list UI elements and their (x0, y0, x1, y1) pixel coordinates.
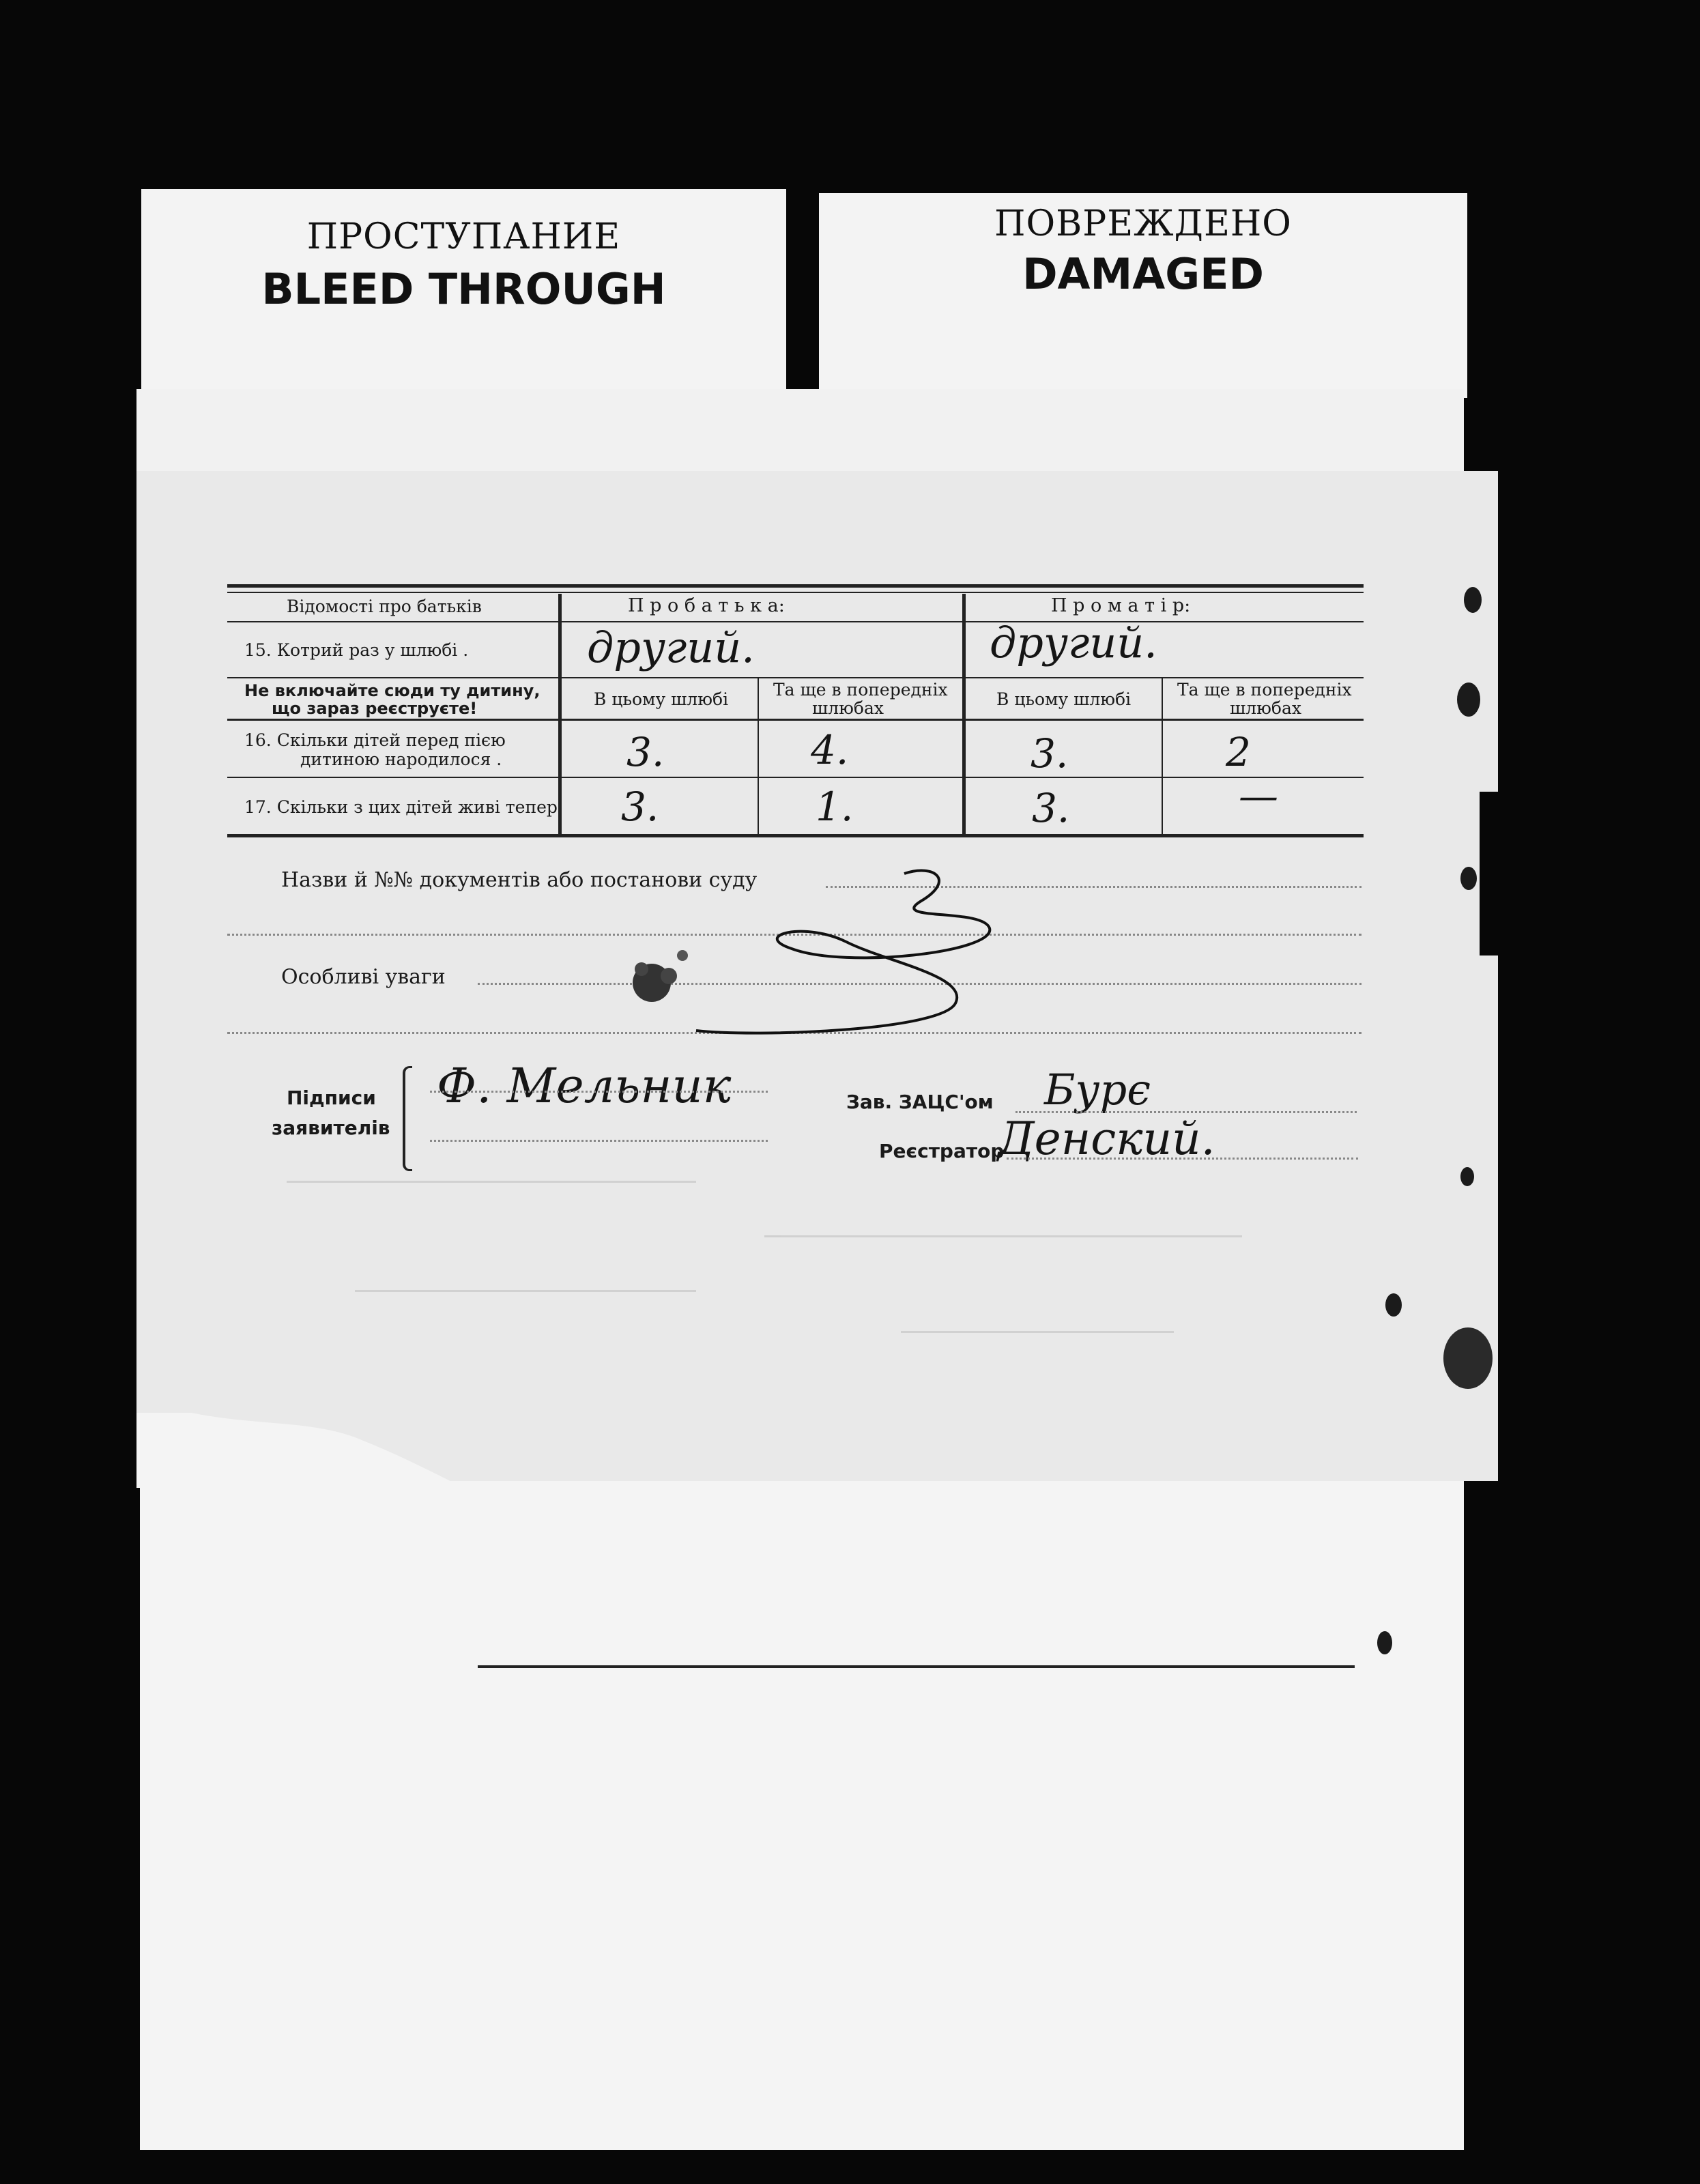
row17-value: 3. (1032, 785, 1070, 831)
applicant-signature-line (430, 1091, 768, 1093)
row16-label-2: дитиною народилося . (300, 749, 502, 769)
mother-in-marriage-header: В цьому шлюбі (996, 689, 1132, 709)
table-col-rule (962, 594, 966, 835)
header-mother: П р о м а т і р: (1051, 595, 1191, 616)
edge-tear (1480, 792, 1500, 956)
note-line2: що зараз реєструєте! (272, 699, 478, 718)
applicant-signature: Ф. Мельник (437, 1058, 732, 1114)
table-col-rule (1162, 678, 1163, 835)
applicants-label-1: Підписи (287, 1087, 376, 1109)
zags-label: Зав. ЗАЦС'ом (846, 1091, 994, 1113)
row15-mother-value: другий. (990, 618, 1157, 667)
page-bottom-rule (478, 1665, 1355, 1668)
row16-value: 3. (626, 729, 665, 775)
bleed-through-label-en: BLEED THROUGH (261, 264, 666, 314)
table-col-rule (558, 594, 562, 835)
registrar-label: Реєстратор (879, 1140, 1005, 1162)
remarks-label: Особливі уваги (281, 965, 446, 989)
punch-hole (1377, 1631, 1392, 1654)
table-rule (227, 719, 1364, 721)
mother-previous-header-2: шлюбах (1230, 698, 1301, 718)
table-top-rule (227, 584, 1364, 588)
mother-previous-header-1: Та ще в попередніх (1177, 680, 1352, 700)
row15-label: 15. Котрий раз у шлюбі . (244, 640, 469, 660)
ink-blot (614, 942, 696, 1024)
row17-value: 3. (621, 784, 659, 830)
punch-hole (1464, 587, 1482, 613)
row17-value: 1. (816, 784, 854, 830)
strike-flourish (669, 860, 1037, 1044)
registrar-signature: Денский. (998, 1112, 1215, 1165)
table-rule (227, 621, 1364, 622)
backing-sheet (136, 389, 1464, 471)
applicant-signature-line-2 (430, 1140, 768, 1142)
punch-hole (1385, 1293, 1402, 1317)
father-previous-header-2: шлюбах (812, 698, 884, 718)
zags-signature: Бурє (1044, 1065, 1151, 1115)
punch-hole (1443, 1327, 1493, 1389)
table-rule (227, 677, 1364, 678)
header-father: П р о б а т ь к а: (628, 595, 785, 616)
row16-value: 4. (811, 727, 849, 773)
damaged-label-en: DAMAGED (1022, 249, 1264, 299)
row15-father-value: другий. (587, 622, 755, 672)
row16-value: 2 (1226, 729, 1251, 775)
bleed-through-card (141, 189, 786, 394)
damaged-label-ru: ПОВРЕЖДЕНО (994, 203, 1292, 244)
bleed-through-label-ru: ПРОСТУПАНИЕ (306, 216, 621, 257)
punch-hole (1460, 867, 1477, 890)
father-in-marriage-header: В цьому шлюбі (594, 689, 729, 709)
backing-page (140, 1474, 1464, 2150)
row17-value: — (1239, 773, 1278, 819)
father-previous-header-1: Та ще в попередніх (773, 680, 948, 700)
table-col-rule (758, 678, 759, 835)
row17-label: 17. Скільки з цих дітей живі тепер (244, 797, 558, 817)
table-rule (227, 592, 1364, 593)
applicants-label-2: заявителів (272, 1117, 390, 1139)
note-line1: Не включайте сюди ту дитину, (244, 681, 541, 700)
table-rule (227, 777, 1364, 778)
documents-label: Назви й №№ документів або постанови суду (281, 868, 758, 892)
applicants-bracket (403, 1066, 412, 1171)
header-parents-info: Відомості про батьків (287, 597, 482, 616)
table-bottom-rule (227, 834, 1364, 837)
row16-value: 3. (1031, 730, 1069, 777)
damaged-card (819, 193, 1467, 398)
punch-hole (1460, 1167, 1474, 1186)
registrar-signature-line (1007, 1158, 1358, 1160)
row16-label-1: 16. Скільки дітей перед пією (244, 730, 506, 750)
punch-hole (1457, 682, 1480, 717)
bleed-through-marks (287, 1153, 1310, 1426)
